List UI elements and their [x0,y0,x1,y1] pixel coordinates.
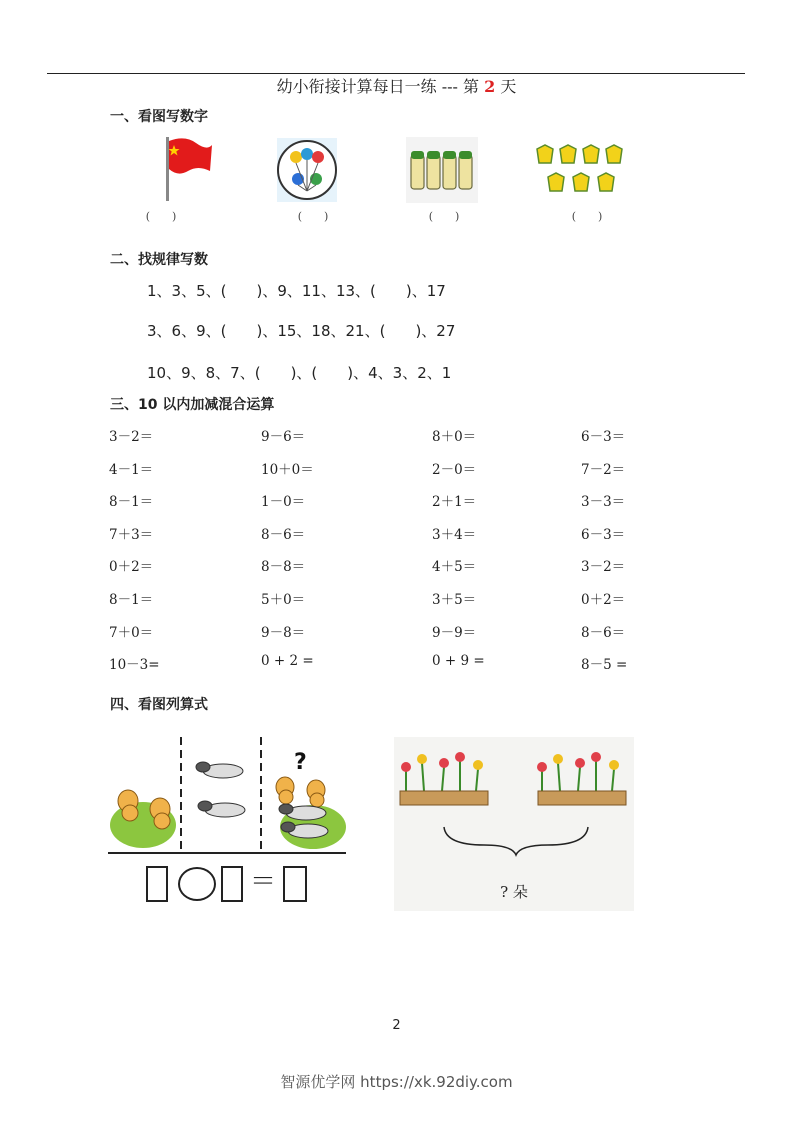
equation-column-3 [432,425,485,686]
equation: 3－2＝ [109,429,154,445]
answer-box-2[interactable] [221,866,243,902]
equation: 6－3＝ [581,429,626,445]
section-1-heading: 一、看图写数字 [110,109,208,125]
equation: 9－6＝ [261,429,306,445]
equation: 8－1＝ [109,494,154,511]
equation: 5＋0＝ [261,591,306,608]
equation: 7－2＝ [581,461,626,478]
equation: 9－8＝ [261,624,306,641]
equation: 8－1＝ [109,591,154,608]
equation: 3＋4＝ [432,526,477,543]
section-4-heading: 四、看图列算式 [110,697,208,713]
equation: 8－6＝ [581,624,626,641]
blank-4[interactable]: ( ) [571,210,603,223]
equation: 10－3= [109,657,160,674]
question-mark: ? [294,750,307,775]
page-title: 幼小衔接计算每日一练 --- 第 2 天 [276,77,517,96]
sequence-row-1: 1、3、5、( )、9、11、13、( )、17 [147,282,446,300]
footer-link[interactable]: 智源优学网 https://xk.92diy.com [280,1073,513,1091]
corn-image [535,143,631,203]
equation: 2－0＝ [432,461,477,478]
equation: 10＋0＝ [261,461,314,478]
answer-box-1[interactable] [146,866,168,902]
flowers-picture [394,737,634,911]
equation: 0＋2＝ [109,559,154,576]
equation: 0＋2＝ [581,591,626,608]
equation: 0 + 2 = [261,653,314,670]
blank-2[interactable]: ( ) [297,210,329,223]
equation-column-2 [261,425,314,686]
blank-3[interactable]: ( ) [428,210,460,223]
equation: 3－2＝ [581,559,626,576]
equation: 8＋0＝ [432,429,477,445]
flag-image [160,135,216,203]
equation: 4－1＝ [109,461,154,478]
equation: 3＋5＝ [432,591,477,608]
equation: 9－9＝ [432,624,477,641]
equation: 7＋3＝ [109,526,154,543]
section-2-heading: 二、找规律写数 [110,252,208,268]
equation-column-4 [581,425,627,686]
equation: 4＋5＝ [432,559,477,576]
sequence-row-3: 10、9、8、7、( )、( )、4、3、2、1 [147,364,452,382]
equation: 8－5 = [581,657,628,674]
equation: 1－0＝ [261,494,306,511]
equation: 2＋1＝ [432,494,477,511]
equals-sign: ＝ [250,867,277,897]
dogs-picture [108,735,348,857]
balloons-image [276,137,338,203]
flower-total-caption: ? 朵 [500,883,528,901]
page-number: 2 [392,1018,401,1033]
cans-image [406,137,478,203]
equation: 3－3＝ [581,494,626,511]
sequence-row-2: 3、6、9、( )、15、18、21、( )、27 [147,322,456,340]
equation: 6－3＝ [581,526,626,543]
equation: 8－6＝ [261,526,306,543]
section-3-heading: 三、10 以内加减混合运算 [110,397,275,413]
equation: 0 + 9 = [432,653,485,670]
operator-circle[interactable] [178,867,216,901]
equation-column-1 [109,425,160,686]
equation: 7＋0＝ [109,624,154,641]
day-number: 2 [484,77,496,96]
blank-1[interactable]: ( ) [145,210,177,223]
equation: 8－8＝ [261,559,306,576]
answer-box-3[interactable] [283,866,307,902]
